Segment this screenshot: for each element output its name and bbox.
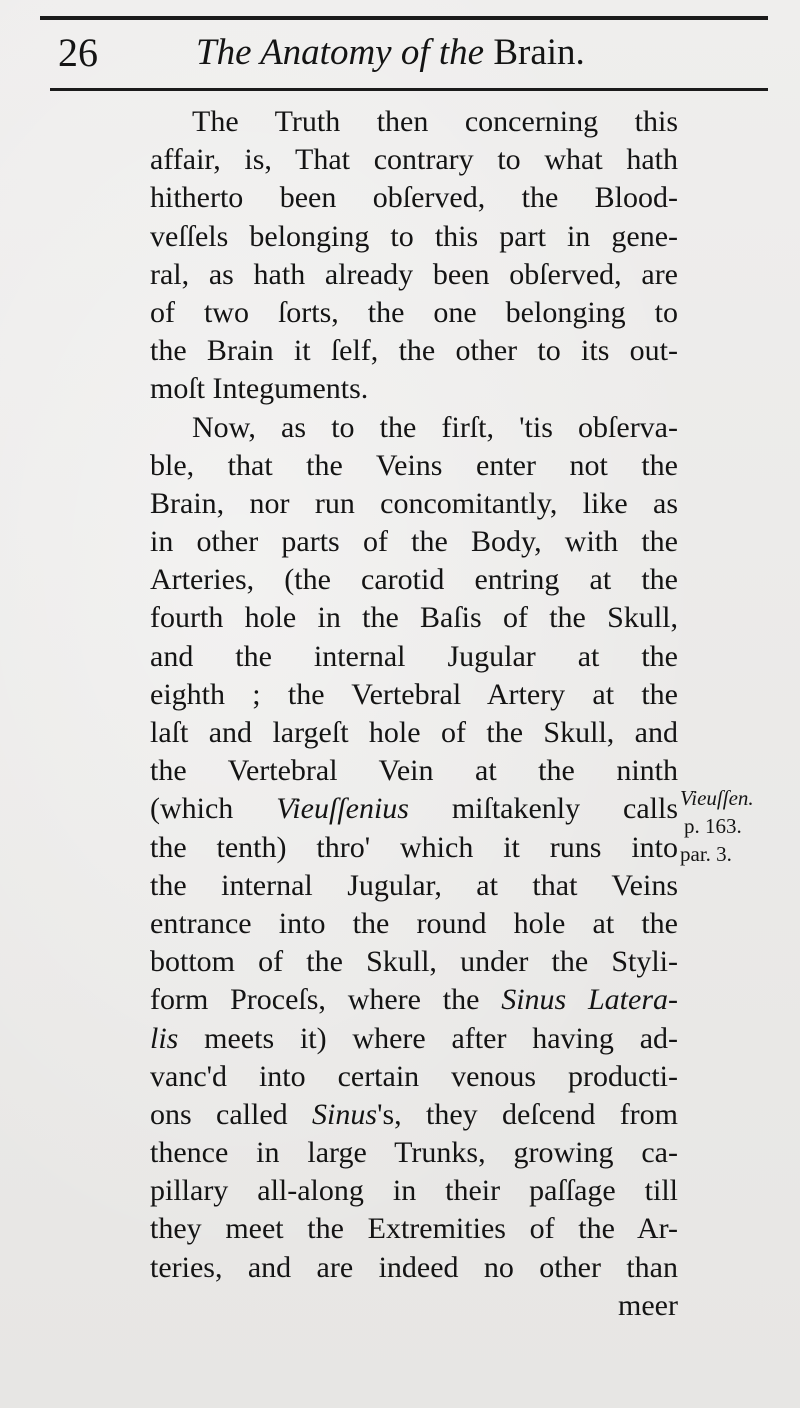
text-line: Arteries, (the carotid entring at the [150, 563, 678, 597]
text-line: and the internal Jugular at the [150, 639, 678, 673]
body-text [150, 103, 678, 1325]
text-line: ble, that the Veins enter not the [150, 448, 678, 482]
text-segment: form Proceſs, where the [150, 983, 502, 1017]
header-rule [50, 88, 768, 91]
text-line: veſſels belonging to this part in gene- [150, 219, 678, 253]
italic-name: Vieuſſenius [276, 792, 409, 826]
text-line: bottom of the Skull, under the Styli- [150, 945, 678, 979]
text-line: vanc'd into certain venous producti- [150, 1059, 678, 1093]
running-head-roman: Brain. [493, 32, 585, 73]
running-head-italic: The Anatomy of the [196, 32, 485, 73]
marginal-note-paragraph: par. 3. [680, 842, 732, 866]
text-line-with-italic [150, 981, 678, 1019]
text-line: laſt and largeſt hole of the Skull, and [150, 716, 678, 749]
text-line: the Brain it ſelf, the other to its out- [150, 334, 678, 368]
text-line: hitherto been obſerved, the Blood- [150, 181, 678, 215]
text-line-with-italic [150, 1020, 678, 1058]
page-number: 26 [58, 30, 98, 75]
text-line: moſt Integuments. [150, 372, 369, 406]
marginal-note [680, 784, 790, 868]
text-line: they meet the Extremities of the Ar- [150, 1212, 678, 1246]
text-line: teries, and are indeed no other than [150, 1250, 678, 1284]
italic-term: lis [150, 1021, 179, 1055]
italic-term: Sinus Latera- [501, 983, 678, 1017]
text-segment: ons called [150, 1097, 313, 1131]
text-line: eighth ; the Vertebral Artery at the [150, 677, 678, 711]
text-segment: (which [150, 792, 277, 826]
text-line-with-italic [150, 790, 678, 828]
text-line: ral, as hath already been obſerved, are [150, 257, 678, 291]
italic-term: Sinus [312, 1097, 378, 1131]
text-line: pillary all-along in their paſſage till [150, 1174, 678, 1208]
text-segment: 's, they deſcend from [377, 1097, 679, 1131]
text-line: fourth hole in the Baſis of the Skull, [150, 601, 678, 635]
text-line: thence in large Trunks, growing ca- [150, 1136, 678, 1170]
catchword: meer [618, 1288, 678, 1322]
running-head [196, 28, 626, 78]
text-segment: miſtakenly calls [408, 792, 679, 826]
text-line: of two ſorts, the one belonging to [150, 295, 678, 329]
text-line: affair, is, That contrary to what hath [150, 143, 678, 177]
text-line: the Vertebral Vein at the ninth [150, 754, 678, 788]
text-line: the tenth) thro' which it runs into [150, 830, 678, 864]
text-line: Brain, nor run concomitantly, like as [150, 486, 678, 520]
text-line: Now, as to the firſt, 'tis obſerva- [192, 410, 678, 444]
text-line: the internal Jugular, at that Veins [150, 868, 678, 902]
text-line: entrance into the round hole at the [150, 906, 678, 940]
text-line-with-italic [150, 1096, 678, 1134]
text-segment: meets it) where after having ad- [178, 1021, 678, 1055]
text-line: in other parts of the Body, with the [150, 525, 678, 559]
text-line: The Truth then concerning this [192, 105, 678, 138]
top-rule [40, 16, 768, 20]
marginal-note-author: Vieuſſen. [680, 786, 754, 810]
marginal-note-page: p. 163. [684, 814, 742, 838]
